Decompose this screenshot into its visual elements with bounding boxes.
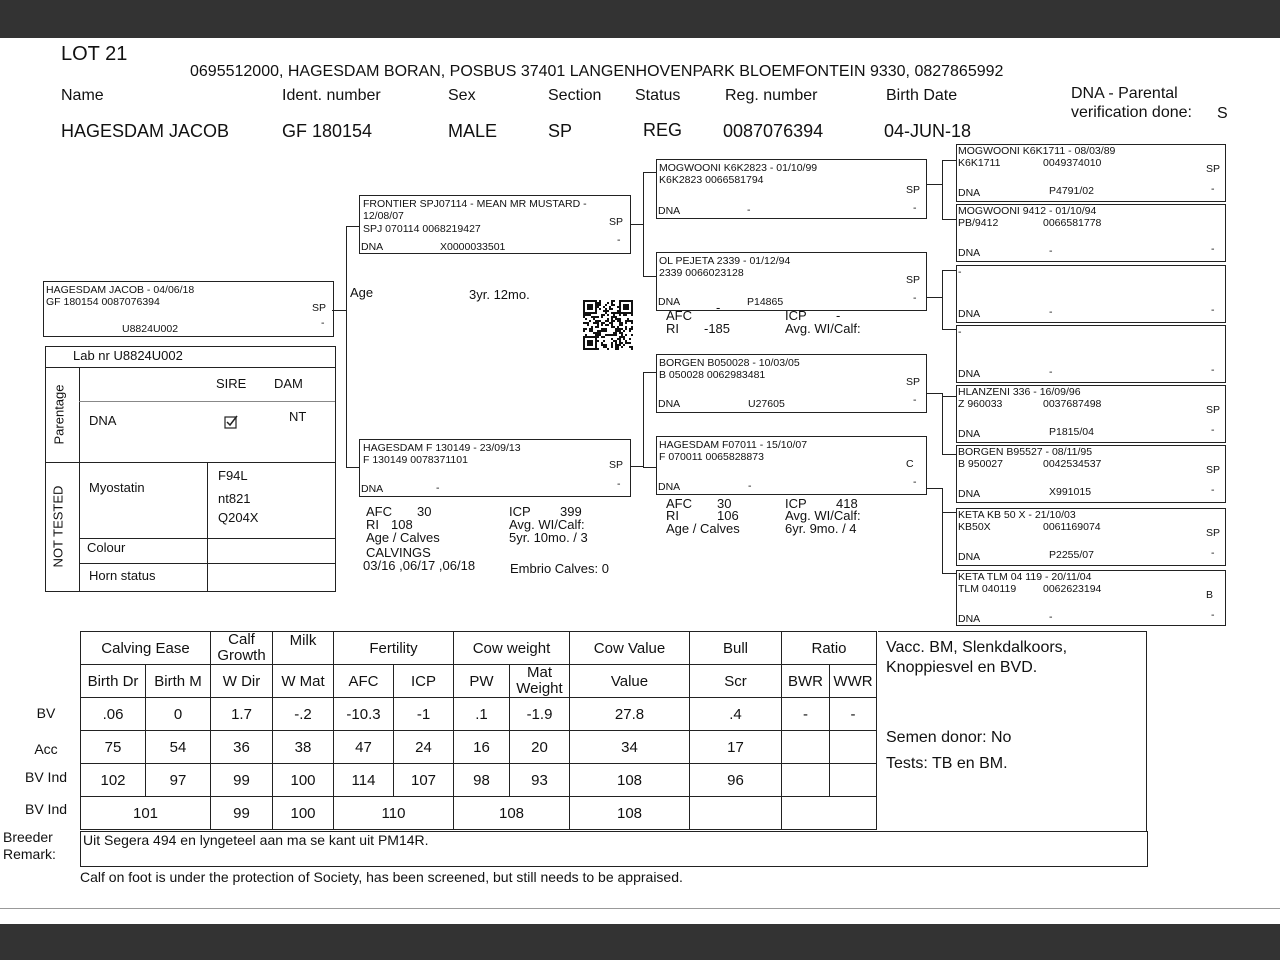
column-header: AFC <box>334 665 394 698</box>
gg-dash: - <box>1211 304 1215 316</box>
gg-title: BORGEN B95527 - 08/11/95 <box>958 446 1093 458</box>
not-tested-label: NOT TESTED <box>50 485 66 568</box>
dd-icp-label: ICP <box>785 496 807 511</box>
dam-age-calves-val: 5yr. 10mo. / 3 <box>509 530 588 545</box>
myostatin-label: Myostatin <box>89 480 145 495</box>
bv-ind-cell: 107 <box>394 764 454 797</box>
dam-dna-code: - <box>436 482 440 494</box>
dam-ident: F 130149 0078371101 <box>363 454 468 466</box>
gg-dash: - <box>1211 183 1215 195</box>
gg-dna-code: P2255/07 <box>1049 549 1094 561</box>
dd-afc: 30 <box>717 496 732 511</box>
sd-dash: - <box>913 292 917 304</box>
gg-dna-code: P1815/04 <box>1049 426 1094 438</box>
group-cow-weight: Cow weight <box>454 632 570 665</box>
bv-cell: - <box>782 698 830 731</box>
bv-ind-cell: 100 <box>273 764 334 797</box>
ds-section: SP <box>906 376 921 388</box>
gg-section: SP <box>1206 163 1221 175</box>
gg-ident: TLM 040119 <box>958 583 1017 595</box>
gg-dash: - <box>1211 547 1215 559</box>
owner-line: 0695512000, HAGESDAM BORAN, POSBUS 37401 LANGENHOVENPARK BLOEMFONTEIN 9330, 0827865992 <box>190 63 1004 80</box>
gg-dash: - <box>1211 424 1215 436</box>
group-calf-growth: Calf Growth <box>211 632 273 665</box>
animal-dash: - <box>321 317 325 329</box>
bv-cell: -1 <box>394 698 454 731</box>
gg-dna: DNA <box>958 488 981 500</box>
bv-cell: .4 <box>690 698 782 731</box>
ds-dash: - <box>913 394 917 406</box>
gg-ident: PB/9412 <box>958 217 999 229</box>
gg-dna: DNA <box>958 613 981 625</box>
great-grandparent-box <box>956 570 1226 626</box>
dd-age-calves-val: 6yr. 9mo. / 4 <box>785 521 857 536</box>
notes-box <box>878 631 1147 832</box>
gg-dna-code: - <box>1049 306 1053 318</box>
ss-title: MOGWOONI K6K2823 - 01/10/99 <box>659 162 818 174</box>
column-header: WWR <box>830 665 877 698</box>
gg-ident: KB50X <box>958 521 991 533</box>
ss-section: SP <box>906 184 921 196</box>
row-label-acc: Acc <box>34 741 58 757</box>
bv-cell: .06 <box>81 698 146 731</box>
breeder-remark-text: Uit Segera 494 en lyngeteel aan ma se kant uit PM14R. <box>83 832 429 848</box>
tests-note: Tests: TB en BM. <box>886 755 1008 772</box>
bv-cell: 27.8 <box>570 698 690 731</box>
sd-ri-label: RI <box>666 321 679 336</box>
bv-ind-cell: 98 <box>454 764 510 797</box>
sire-box <box>359 195 631 254</box>
dna-label: DNA <box>89 413 117 428</box>
ind2-ratio <box>782 797 877 830</box>
value-name: HAGESDAM JACOB <box>61 121 230 141</box>
gg-section: SP <box>1206 404 1221 416</box>
gg-reg: 0061169074 <box>1043 521 1101 533</box>
label-birth: Birth Date <box>886 87 958 104</box>
ind2-calf-growth: 99 <box>211 797 273 830</box>
dam-dash: - <box>617 478 621 490</box>
label-dna-1: DNA - Parental <box>1071 85 1178 102</box>
gg-dash: - <box>1211 364 1215 376</box>
bv-ind-cell <box>782 764 830 797</box>
dam-dna: DNA <box>361 483 384 495</box>
gg-dna-code: X991015 <box>1049 486 1092 498</box>
group-fertility: Fertility <box>334 632 454 665</box>
parentage-label: Parentage <box>51 384 67 445</box>
semen-note: Semen donor: No <box>886 729 1012 746</box>
animal-dna-code: U8824U002 <box>122 323 179 335</box>
sd-afc: - <box>716 300 721 315</box>
gg-dash: - <box>1211 609 1215 621</box>
myo-value-2: nt821 <box>218 491 251 506</box>
great-grandparent-box <box>956 265 1226 323</box>
dam-icp: 399 <box>560 504 582 519</box>
lab-box <box>45 346 336 592</box>
column-header: Birth Dr <box>81 665 146 698</box>
vacc-note: Vacc. BM, Slenkdalkoors, Knoppiesvel en BVD. <box>886 639 1068 676</box>
ds-dna-code: U27605 <box>748 398 785 410</box>
column-header: W Mat <box>273 665 334 698</box>
ss-dna: DNA <box>658 205 681 217</box>
gg-title: HLANZENI 336 - 16/09/96 <box>958 386 1081 398</box>
label-dna-2: verification done: <box>1071 104 1192 121</box>
myo-value-1: F94L <box>218 468 248 483</box>
group-calving-ease: Calving Ease <box>81 632 211 665</box>
sd-title: OL PEJETA 2339 - 01/12/94 <box>659 255 791 267</box>
sd-box <box>656 252 927 311</box>
gg-reg: 0042534537 <box>1043 458 1102 470</box>
great-grandparent-box <box>956 508 1226 566</box>
gg-title: KETA KB 50 X - 21/10/03 <box>958 509 1076 521</box>
bv-ind-cell: 93 <box>510 764 570 797</box>
ss-dna-code: - <box>747 204 751 216</box>
gg-dna: DNA <box>958 551 981 563</box>
gg-ident: K6K1711 <box>958 157 1001 169</box>
dam-calvings: CALVINGS <box>366 545 431 560</box>
value-dna: S <box>1217 105 1228 122</box>
column-header: ICP <box>394 665 454 698</box>
bottom-bar <box>0 924 1280 960</box>
great-grandparent-box <box>956 385 1226 443</box>
gg-dna: DNA <box>958 308 981 320</box>
column-header: Birth M <box>146 665 211 698</box>
animal-section: SP <box>312 302 327 314</box>
acc-cell: 38 <box>273 731 334 764</box>
sire-section: SP <box>609 216 624 228</box>
ind2-bull <box>690 797 782 830</box>
ss-box <box>656 159 927 219</box>
bv-ind-cell <box>830 764 877 797</box>
bv-cell: 1.7 <box>211 698 273 731</box>
age-value: 3yr. 12mo. <box>469 287 530 302</box>
bottom-rule <box>0 908 1280 909</box>
great-grandparent-box <box>956 204 1226 262</box>
sire-dash: - <box>617 234 621 246</box>
sd-ident: 2339 0066023128 <box>659 267 744 279</box>
qr-code-icon <box>581 299 635 351</box>
ss-dash: - <box>913 202 917 214</box>
animal-ident: GF 180154 0087076394 <box>46 296 160 308</box>
ind2-milk: 100 <box>273 797 334 830</box>
bv-ind-cell: 99 <box>211 764 273 797</box>
gg-dash: - <box>1211 484 1215 496</box>
sd-dna: DNA <box>658 296 681 308</box>
gg-title: - <box>958 266 962 278</box>
dd-dna: DNA <box>658 481 681 493</box>
acc-cell: 54 <box>146 731 211 764</box>
bv-ind-cell: 97 <box>146 764 211 797</box>
dd-ri-label: RI <box>666 508 679 523</box>
acc-cell: 36 <box>211 731 273 764</box>
animal-title: HAGESDAM JACOB - 04/06/18 <box>46 284 195 296</box>
sire-label: SIRE <box>216 376 247 391</box>
dam-ri-label: RI <box>366 517 379 532</box>
horn-label: Horn status <box>89 568 156 583</box>
sd-avg: Avg. WI/Calf: <box>785 321 861 336</box>
dd-dna-code: - <box>748 480 752 492</box>
acc-cell: 47 <box>334 731 394 764</box>
gg-dna-code: P4791/02 <box>1049 185 1094 197</box>
dam-calving-dates: 03/16 ,06/17 ,06/18 <box>363 558 476 573</box>
gg-dna: DNA <box>958 187 981 199</box>
value-ident: GF 180154 <box>282 121 373 141</box>
lab-nr: Lab nr U8824U002 <box>73 348 183 363</box>
acc-cell: 16 <box>454 731 510 764</box>
gg-ident: B 950027 <box>958 458 1003 470</box>
dam-title: HAGESDAM F 130149 - 23/09/13 <box>363 442 521 454</box>
dam-icp-label: ICP <box>509 504 531 519</box>
gg-dna: DNA <box>958 428 981 440</box>
value-sex: MALE <box>448 121 498 141</box>
ind2-fertility: 110 <box>334 797 454 830</box>
bv-cell: .1 <box>454 698 510 731</box>
gg-title: KETA TLM 04 119 - 20/11/04 <box>958 571 1092 583</box>
sire-title-2: 12/08/07 <box>363 210 404 222</box>
sire-dna-code: X0000033501 <box>440 241 506 253</box>
value-birth: 04-JUN-18 <box>884 121 972 141</box>
sd-afc-label: AFC <box>666 308 692 323</box>
dam-afc: 30 <box>417 504 432 519</box>
dd-dash: - <box>913 476 917 488</box>
breeder-remark-box <box>80 831 1148 867</box>
label-status: Status <box>635 87 681 104</box>
acc-cell <box>782 731 830 764</box>
column-header: Mat Weight <box>510 665 570 698</box>
gg-reg: 0037687498 <box>1043 398 1102 410</box>
value-reg: 0087076394 <box>723 121 824 141</box>
gg-dna: DNA <box>958 247 981 259</box>
row-label-bv: BV <box>36 705 56 721</box>
great-grandparent-box <box>956 144 1226 202</box>
label-ident: Ident. number <box>282 87 381 104</box>
label-name: Name <box>61 87 104 104</box>
dam-avg: Avg. WI/Calf: <box>509 517 585 532</box>
gg-section: SP <box>1206 464 1221 476</box>
gg-section: B <box>1206 589 1214 601</box>
gg-dna-code: - <box>1049 611 1053 623</box>
great-grandparent-box <box>956 445 1226 503</box>
animal-box <box>43 281 334 337</box>
column-header: Scr <box>690 665 782 698</box>
footer-note: Calf on foot is under the protection of Society, has been screened, but still needs to be appraised. <box>80 869 683 885</box>
dam-section: SP <box>609 459 624 471</box>
bv-ind-cell: 102 <box>81 764 146 797</box>
dd-box <box>656 436 927 495</box>
column-header: BWR <box>782 665 830 698</box>
bv-ind-cell: 108 <box>570 764 690 797</box>
gg-reg: 0049374010 <box>1043 157 1102 169</box>
acc-cell: 20 <box>510 731 570 764</box>
dam-label: DAM <box>274 376 303 391</box>
lot-number: LOT 21 <box>61 43 128 65</box>
top-bar <box>0 0 1280 38</box>
acc-cell: 34 <box>570 731 690 764</box>
ds-dna: DNA <box>658 398 681 410</box>
gg-title: - <box>958 326 962 338</box>
great-grandparent-box <box>956 325 1226 383</box>
sd-icp-label: ICP <box>785 308 807 323</box>
column-header: PW <box>454 665 510 698</box>
ind2-cow-weight: 108 <box>454 797 570 830</box>
ind2-calving-ease: 101 <box>81 797 211 830</box>
label-reg: Reg. number <box>725 87 818 104</box>
acc-cell: 17 <box>690 731 782 764</box>
gg-dna-code: - <box>1049 245 1053 257</box>
dd-age-calves: Age / Calves <box>666 521 740 536</box>
ds-box <box>656 354 927 413</box>
bv-cell: -10.3 <box>334 698 394 731</box>
acc-cell: 75 <box>81 731 146 764</box>
acc-cell: 24 <box>394 731 454 764</box>
dam-ri: 108 <box>391 517 413 532</box>
sd-section: SP <box>906 274 921 286</box>
sd-ri: -185 <box>704 321 731 336</box>
ss-ident: K6K2823 0066581794 <box>659 174 764 186</box>
value-section: SP <box>548 121 573 141</box>
sd-dna-code: P14865 <box>747 296 784 308</box>
dam-embrio: Embrio Calves: 0 <box>510 561 609 576</box>
remark-label: Remark: <box>3 846 56 862</box>
dd-section: C <box>906 458 914 470</box>
dd-icp: 418 <box>836 496 858 511</box>
acc-cell <box>830 731 877 764</box>
label-sex: Sex <box>448 87 476 104</box>
sd-icp: - <box>836 308 841 323</box>
column-header: W Dir <box>211 665 273 698</box>
bv-table <box>80 631 877 830</box>
sire-dna: DNA <box>361 241 384 253</box>
sire-ident: SPJ 070114 0068219427 <box>363 223 481 235</box>
gg-dna-code: - <box>1049 366 1053 378</box>
ds-ident: B 050028 0062983481 <box>659 369 766 381</box>
age-label: Age <box>350 285 374 300</box>
label-section: Section <box>548 87 602 104</box>
myo-value-3: Q204X <box>218 510 259 525</box>
value-status: REG <box>643 120 683 140</box>
gg-section: SP <box>1206 527 1221 539</box>
dd-afc-label: AFC <box>666 496 692 511</box>
row-label-bv-ind-2: BV Ind <box>24 801 68 817</box>
gg-dash: - <box>1211 243 1215 255</box>
group-ratio: Ratio <box>782 632 877 665</box>
ds-title: BORGEN B050028 - 10/03/05 <box>659 357 800 369</box>
group-cow-value: Cow Value <box>570 632 690 665</box>
dam-box <box>359 439 631 497</box>
ind2-cow-value: 108 <box>570 797 690 830</box>
breeder-label: Breeder <box>3 829 53 845</box>
bv-ind-cell: 114 <box>334 764 394 797</box>
group-milk: Milk <box>273 632 334 665</box>
dam-age-calves: Age / Calves <box>366 530 440 545</box>
gg-ident: Z 960033 <box>958 398 1003 410</box>
gg-title: MOGWOONI K6K1711 - 08/03/89 <box>958 145 1116 157</box>
colour-label: Colour <box>87 540 126 555</box>
gg-reg: 0062623194 <box>1043 583 1102 595</box>
dam-value: NT <box>289 409 307 424</box>
gg-title: MOGWOONI 9412 - 01/10/94 <box>958 205 1097 217</box>
dd-ri: 106 <box>717 508 739 523</box>
bv-cell: -.2 <box>273 698 334 731</box>
group-bull: Bull <box>690 632 782 665</box>
checkbox-checked-icon <box>224 415 238 429</box>
gg-reg: 0066581778 <box>1043 217 1102 229</box>
dd-avg: Avg. WI/Calf: <box>785 508 861 523</box>
sire-title: FRONTIER SPJ07114 - MEAN MR MUSTARD - <box>363 198 587 210</box>
dam-afc-label: AFC <box>366 504 392 519</box>
dd-title: HAGESDAM F07011 - 15/10/07 <box>659 439 808 451</box>
row-label-bv-ind: BV Ind <box>24 769 68 785</box>
bv-cell: 0 <box>146 698 211 731</box>
gg-dna: DNA <box>958 368 981 380</box>
dd-ident: F 070011 0065828873 <box>659 451 764 463</box>
bv-ind-cell: 96 <box>690 764 782 797</box>
column-header: Value <box>570 665 690 698</box>
bv-cell: -1.9 <box>510 698 570 731</box>
bv-cell: - <box>830 698 877 731</box>
